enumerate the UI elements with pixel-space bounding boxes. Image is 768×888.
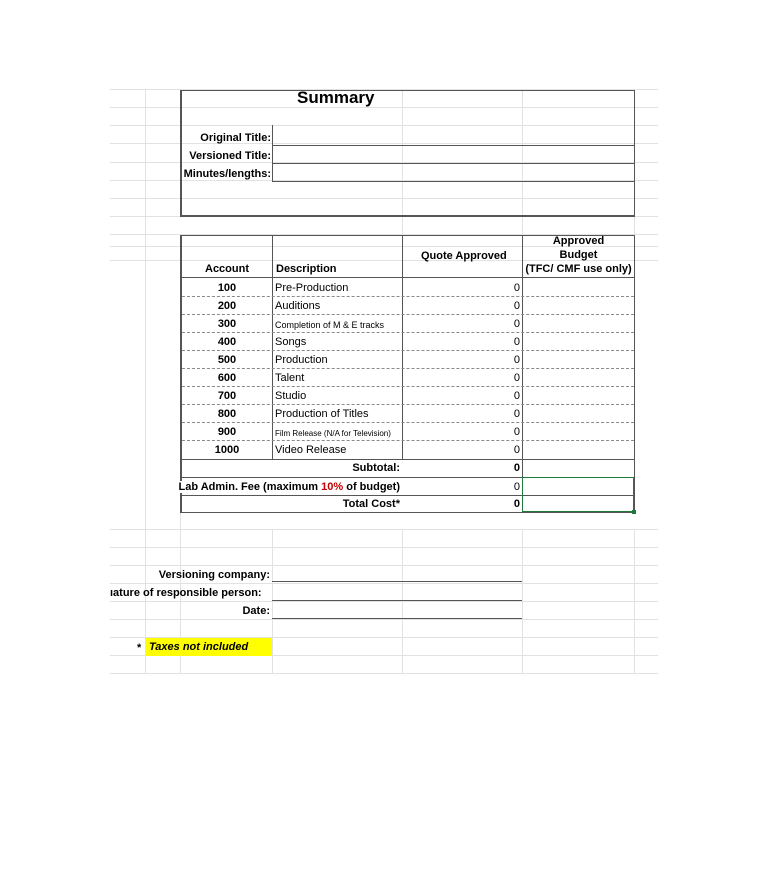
quote-cell[interactable]: 0 [513, 408, 520, 420]
description-cell[interactable]: Auditions [275, 300, 321, 312]
taxes-note [145, 638, 272, 656]
description-cell[interactable]: Pre-Production [275, 282, 349, 294]
minutes-field[interactable] [272, 181, 634, 182]
header-account: Account [205, 263, 249, 275]
header-quote-approved: Quote Approved [421, 250, 507, 262]
account-cell: 300 [217, 318, 237, 330]
versioning-company-label: Versioning company: [158, 569, 270, 581]
col-divider-desc [272, 235, 273, 459]
quote-cell[interactable]: 0 [513, 390, 520, 402]
signature-field[interactable] [272, 600, 522, 601]
total-cost-value: 0 [513, 498, 520, 510]
date-label: Date: [242, 605, 270, 617]
quote-cell[interactable]: 0 [513, 336, 520, 348]
lab-fee-value[interactable]: 0 [513, 481, 520, 493]
date-field[interactable] [272, 618, 522, 619]
lab-fee-suffix: of budget) [343, 481, 400, 493]
header-approved-budget-3: (TFC/ CMF use only) [525, 263, 632, 275]
description-cell[interactable]: Video Release [275, 444, 347, 456]
account-cell: 800 [217, 408, 237, 420]
fill-handle[interactable] [632, 510, 636, 514]
account-cell: 1000 [214, 444, 240, 456]
quote-cell[interactable]: 0 [513, 372, 520, 384]
description-cell[interactable]: Completion of M & E tracks [275, 320, 385, 330]
summary-title: Summary [297, 88, 375, 107]
account-cell: 500 [217, 354, 237, 366]
versioned-title-label: Versioned Title: [189, 150, 271, 162]
quote-cell[interactable]: 0 [513, 282, 520, 294]
lab-fee-label [172, 481, 400, 493]
lab-fee-percent: 10% [321, 481, 344, 493]
signature-label: ıature of responsible person: [110, 587, 262, 599]
footnote-asterisk: * [137, 642, 142, 654]
account-cell: 900 [217, 426, 237, 438]
versioned-title-field[interactable] [272, 163, 634, 164]
header-description: Description [276, 263, 337, 275]
taxes-note-text: Taxes not included [149, 641, 249, 653]
rows-bottom-divider [182, 459, 634, 460]
subtotal-label: Subtotal: [352, 462, 400, 474]
header-approved-budget-2: Budget [559, 249, 598, 261]
description-cell[interactable]: Production of Titles [275, 408, 369, 420]
lab-fee-prefix: Lab Admin. Fee (maximum [178, 481, 322, 493]
account-cell: 200 [217, 300, 237, 312]
versioning-company-field[interactable] [272, 581, 522, 582]
description-cell[interactable]: Film Release (N/A for Television) [275, 429, 391, 438]
original-title-label: Original Title: [200, 132, 271, 144]
minutes-label: Minutes/lengths: [183, 168, 271, 180]
selected-cell[interactable] [522, 477, 634, 512]
original-title-field[interactable] [272, 145, 634, 146]
header-divider [182, 277, 634, 278]
quote-cell[interactable]: 0 [513, 354, 520, 366]
account-cell: 100 [217, 282, 237, 294]
description-cell[interactable]: Talent [275, 372, 305, 384]
quote-cell[interactable]: 0 [513, 444, 520, 456]
total-cost-label: Total Cost* [342, 498, 400, 510]
quote-cell[interactable]: 0 [513, 426, 520, 438]
account-cell: 400 [217, 336, 237, 348]
subtotal-value: 0 [513, 462, 520, 474]
account-cell: 700 [217, 390, 237, 402]
quote-cell[interactable]: 0 [513, 318, 520, 330]
description-cell[interactable]: Songs [275, 336, 307, 348]
description-cell[interactable]: Production [275, 354, 328, 366]
header-approved-budget-1: Approved [552, 235, 605, 247]
summary-divider [272, 125, 273, 181]
description-cell[interactable]: Studio [275, 390, 307, 402]
account-cell: 600 [217, 372, 237, 384]
quote-cell[interactable]: 0 [513, 300, 520, 312]
